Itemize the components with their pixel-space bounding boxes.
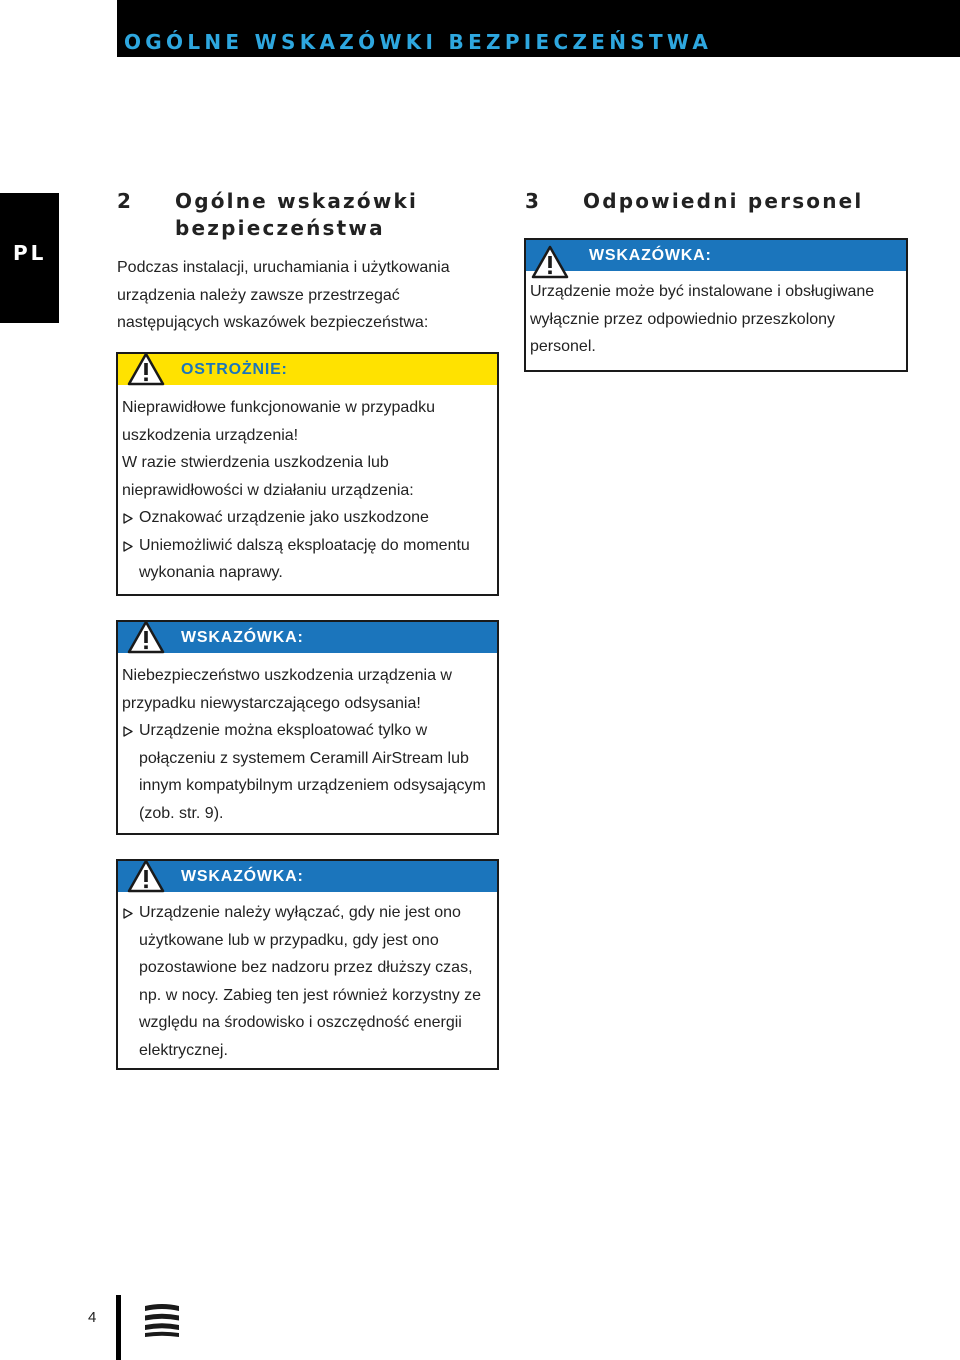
note-1-body <box>122 662 491 827</box>
note-2-header <box>118 861 497 892</box>
note-1-label: WSKAZÓWKA: <box>181 629 304 646</box>
language-tab <box>0 193 59 323</box>
note-2-body <box>122 899 491 1064</box>
section-3-note-header <box>526 240 906 271</box>
note-2-bullet <box>122 899 491 1064</box>
caution-body <box>122 394 491 587</box>
note-1-line: Niebezpieczeństwo uszkodzenia urządzenia w przypadku niewystarczającego odsysania! <box>122 667 452 712</box>
caution-bullet-text: Oznakować urządzenie jako uszkodzone <box>139 509 429 526</box>
page-number: 4 <box>88 1309 97 1326</box>
section-3-title: Odpowiedni personel <box>583 189 864 213</box>
triangle-bullet-icon <box>123 908 133 919</box>
triangle-bullet-icon <box>123 541 133 552</box>
caution-bullet <box>122 504 491 532</box>
caution-bullet-text: Uniemożliwić dalszą eksploatację do momentu wykonania naprawy. <box>139 536 470 581</box>
section-3-note-label: WSKAZÓWKA: <box>589 247 712 264</box>
note-2-label: WSKAZÓWKA: <box>181 868 304 885</box>
note-1-header <box>118 622 497 653</box>
section-3-number: 3 <box>525 189 542 213</box>
note-1-bullet <box>122 717 491 827</box>
caution-header <box>118 354 497 385</box>
footer-rule <box>116 1295 121 1360</box>
warning-triangle-icon <box>530 244 570 280</box>
caution-box <box>116 352 499 596</box>
caution-line: W razie stwierdzenia uszkodzenia lub nieprawidłowości w działaniu urządzenia: <box>122 454 414 499</box>
note-box-2 <box>116 859 499 1070</box>
warning-triangle-icon <box>126 858 166 894</box>
brand-logo-icon <box>143 1302 181 1338</box>
triangle-bullet-icon <box>123 726 133 737</box>
language-label: PL <box>13 241 47 265</box>
section-2-number: 2 <box>117 189 134 213</box>
warning-triangle-icon <box>126 351 166 387</box>
caution-line: Nieprawidłowe funkcjonowanie w przypadku uszkodzenia urządzenia! <box>122 399 436 444</box>
section-3-note-body: Urządzenie może być instalowane i obsługiwane wyłącznie przez odpowiednio przeszkolony personel. <box>530 283 875 355</box>
note-2-bullet-text: Urządzenie należy wyłączać, gdy nie jest ono użytkowane lub w przypadku, gdy jest ono pozostawione bez nadzoru przez dłuższy czas, np. w nocy. Zabieg ten jest również korzystny ze względu na środowisko i oszczędność energii elektrycznej. <box>139 904 482 1059</box>
note-1-bullet-text: Urządzenie można eksploatować tylko w połączeniu z systemem Ceramill AirStream lub innym kompatybilnym urządzeniem odsysającym (zob. str. 9). <box>139 722 486 822</box>
page-header <box>117 0 960 57</box>
section-2-intro: Podczas instalacji, uruchamiania i użytkowania urządzenia należy zawsze przestrzegać następujących wskazówek bezpieczeństwa: <box>117 259 450 331</box>
header-title: OGÓLNE WSKAZÓWKI BEZPIECZEŃSTWA <box>124 30 713 54</box>
caution-bullet <box>122 532 491 587</box>
section-3-heading <box>525 188 925 216</box>
triangle-bullet-icon <box>123 513 133 524</box>
note-box-1 <box>116 620 499 835</box>
section-3-note-box <box>524 238 908 372</box>
caution-label: OSTROŻNIE: <box>181 361 288 378</box>
warning-triangle-icon <box>126 619 166 655</box>
section-2-heading <box>117 188 497 244</box>
section-2-title: Ogólne wskazówki bezpieczeństwa <box>175 189 419 240</box>
